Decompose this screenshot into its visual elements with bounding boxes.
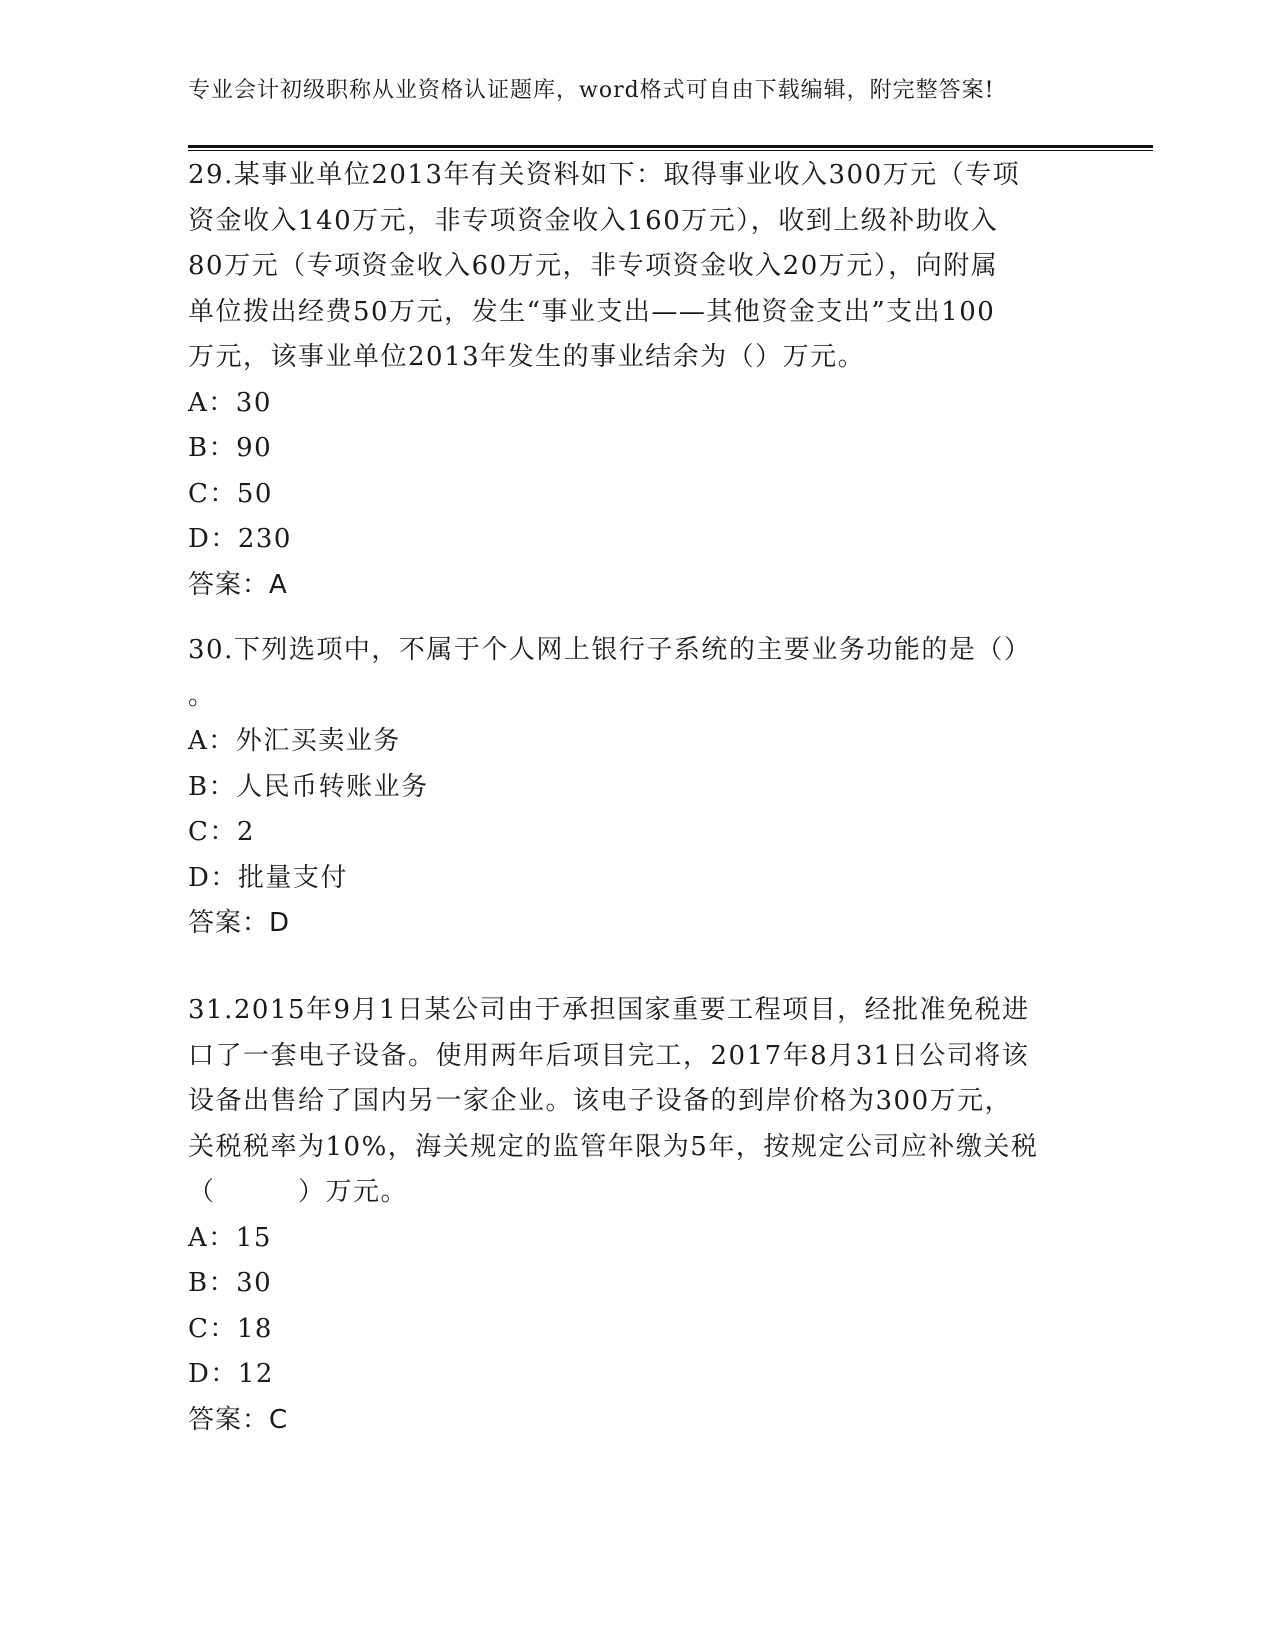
option-d: D：批量支付 <box>188 862 348 893</box>
question-stem-line: 资金收入140万元，非专项资金收入160万元），收到上级补助收入 <box>188 205 999 236</box>
question-30 <box>188 628 1088 947</box>
answer-label: 答案：D <box>188 908 291 938</box>
question-stem-line: 30.下列选项中，不属于个人网上银行子系统的主要业务功能的是（） <box>188 635 1032 665</box>
option-c: C：2 <box>188 817 255 847</box>
option-a: A：外汇买卖业务 <box>188 726 401 756</box>
option-d: D：12 <box>188 1359 274 1389</box>
page-header: 专业会计初级职称从业资格认证题库，word格式可自由下载编辑，附完整答案! <box>188 78 995 103</box>
option-d: D：230 <box>188 524 292 554</box>
question-31 <box>188 988 1088 1443</box>
option-b: B：90 <box>188 433 273 463</box>
answer-label: 答案：A <box>188 569 288 600</box>
question-29 <box>188 153 1088 608</box>
option-a: A：30 <box>188 387 272 418</box>
option-b: B：30 <box>188 1268 273 1298</box>
question-stem-line: 设备出售给了国内另一家企业。该电子设备的到岸价格为300万元， <box>188 1086 1013 1116</box>
question-stem-line: 。 <box>188 680 216 711</box>
option-b: B：人民币转账业务 <box>188 771 429 802</box>
header-divider-thin <box>188 150 1153 151</box>
question-stem-line: 单位拨出经费50万元，发生“事业支出——其他资金支出”支出100 <box>188 296 996 327</box>
header-divider-thick <box>188 145 1153 148</box>
question-stem-line: 29.某事业单位2013年有关资料如下：取得事业收入300万元（专项 <box>188 160 1021 190</box>
option-c: C：50 <box>188 478 273 509</box>
question-stem <box>188 153 1088 381</box>
question-stem-line: 31.2015年9月1日某公司由于承担国家重要工程项目，经批准免税进 <box>188 995 1030 1025</box>
question-stem-line: 关税税率为10%，海关规定的监管年限为5年，按规定公司应补缴关税 <box>188 1131 1039 1162</box>
option-c: C：18 <box>188 1313 273 1344</box>
question-stem-line: 80万元（专项资金收入60万元，非专项资金收入20万元），向附属 <box>188 251 999 281</box>
question-stem-line: 口了一套电子设备。使用两年后项目完工，2017年8月31日公司将该 <box>188 1040 1030 1071</box>
question-stem-line: 万元，该事业单位2013年发生的事业结余为（）万元。 <box>188 342 866 372</box>
question-stem <box>188 988 1088 1216</box>
option-a: A：15 <box>188 1222 272 1253</box>
answer-label: 答案：C <box>188 1404 289 1435</box>
question-stem <box>188 628 1088 719</box>
question-stem-line: （ ）万元。 <box>188 1177 409 1207</box>
